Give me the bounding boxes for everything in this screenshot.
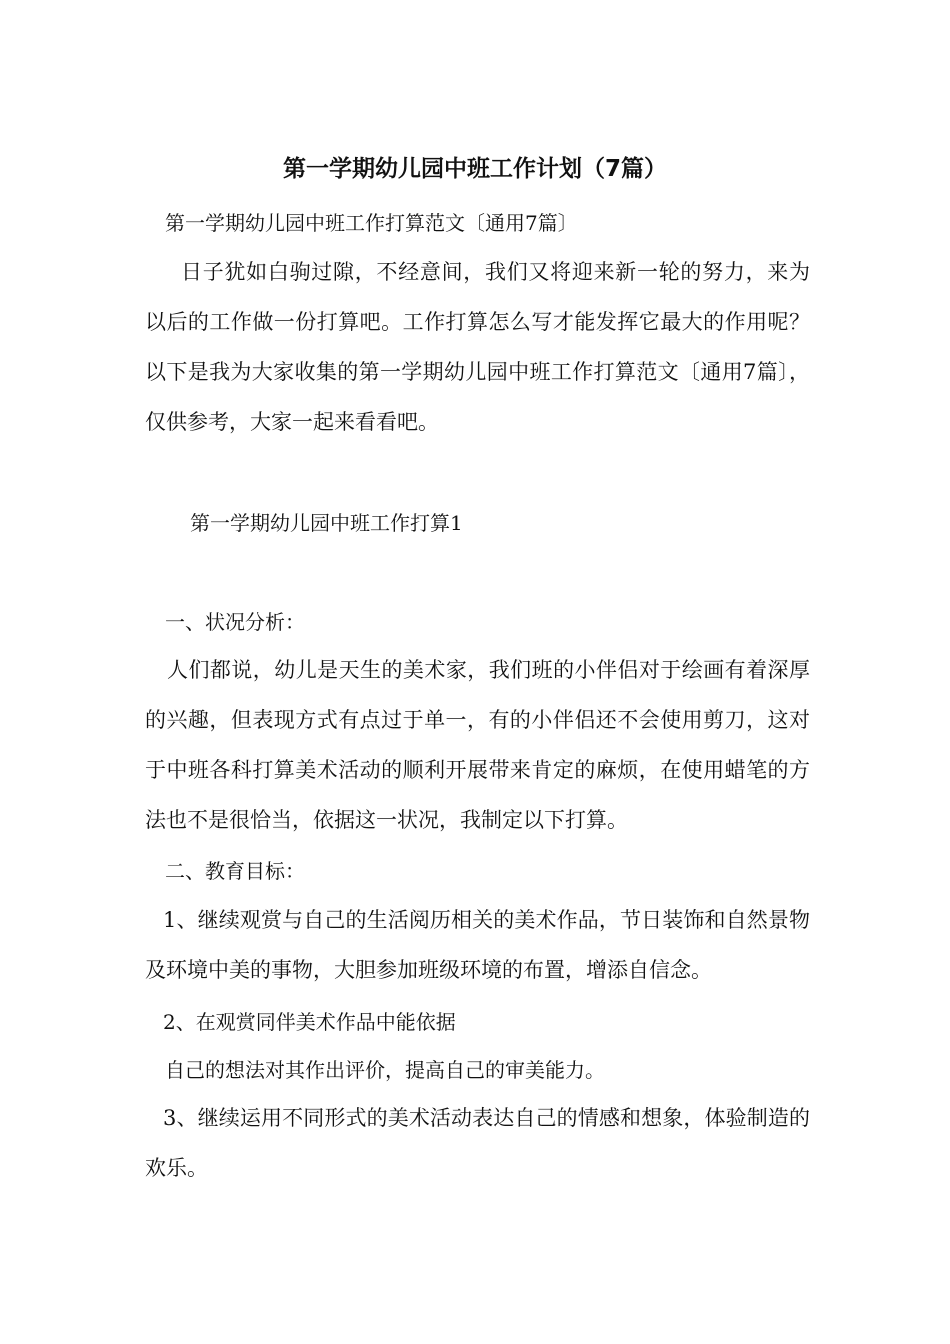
analysis-paragraph: 人们都说，幼儿是天生的美术家，我们班的小伴侣对于绘画有着深厚的兴趣，但表现方式有点过于单一，有的小伴侣还不会使用剪刀，这对于中班各科打算美术活动的顺利开展带来肯定的麻烦，在使用蜡笔的方法也不是很恰当，依据这一状况，我制定以下打算。	[145, 658, 810, 832]
heading-situation-analysis: 一、状况分析：	[165, 610, 305, 634]
section-heading: 第一学期幼儿园中班工作打算1	[190, 511, 463, 535]
intro-paragraph: 日子犹如白驹过隙，不经意间，我们又将迎来新一轮的努力，来为以后的工作做一份打算吧。工作打算怎么写才能发挥它最大的作用呢？以下是我为大家收集的第一学期幼儿园中班工作打算范文〔通用7篇〕，仅供参考，大家一起来看看吧。	[145, 260, 810, 434]
goal-item-3: 3、继续运用不同形式的美术活动表达自己的情感和想象，体验制造的欢乐。	[145, 1106, 810, 1180]
document-title: 第一学期幼儿园中班工作计划（7篇）	[282, 156, 667, 182]
document-subtitle: 第一学期幼儿园中班工作打算范文〔通用7篇〕	[165, 211, 578, 235]
heading-education-goals: 二、教育目标：	[165, 859, 305, 883]
goal-item-2-line-1: 2、在观赏同伴美术作品中能依据	[163, 1010, 456, 1034]
goal-item-1: 1、继续观赏与自己的生活阅历相关的美术作品，节日装饰和自然景物及环境中美的事物，大胆参加班级环境的布置，增添自信念。	[145, 908, 810, 982]
goal-item-2-line-2: 自己的想法对其作出评价，提高自己的审美能力。	[165, 1058, 605, 1082]
